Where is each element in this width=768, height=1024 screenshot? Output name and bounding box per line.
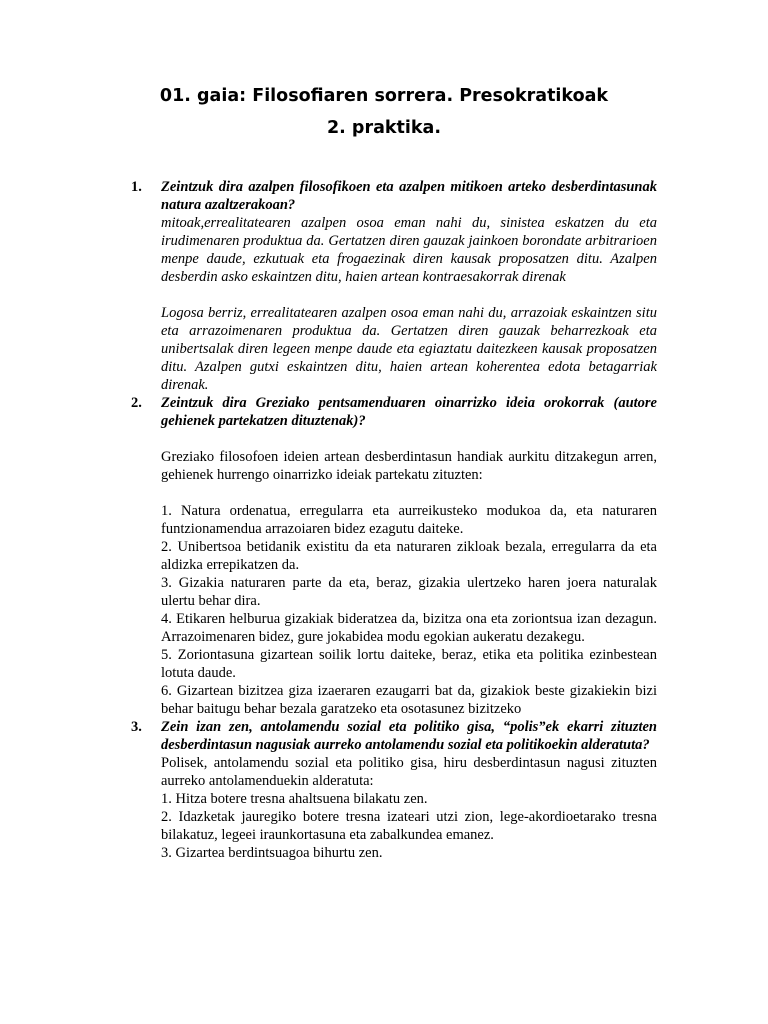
question-item-1 xyxy=(0,178,657,394)
document-title: 01. gaia: Filosofiaren sorrera. Presokratikoak xyxy=(159,86,609,106)
answer-intro: Polisek, antolamendu sozial eta politiko gisa, hiru desberdintasun nagusi zituzten aurreko antolamenduekin alderatuta: xyxy=(161,755,657,789)
question-text: Zeintzuk dira Greziako pentsamenduaren oinarrizko ideia orokorrak (autore gehienek partekatzen dituztenak)? xyxy=(161,395,657,429)
answer-point: 2. Unibertsoa betidanik existitu da eta naturaren zikloak bezala, erregularra da eta aldizka errepikatzen da. xyxy=(161,539,657,573)
question-text: Zein izan zen, antolamendu sozial eta politiko gisa, “polis”ek ekarri zituzten desberdintasun nagusiak aurreko antolamendu sozial eta politikoekin alderatuta? xyxy=(161,719,657,753)
answer-intro: Greziako filosofoen ideien artean desberdintasun handiak aurkitu ditzakegun arren, gehienek hurrengo oinarrizko ideiak partekatu zituzten: xyxy=(161,449,657,483)
answer-point: 5. Zoriontasuna gizartean soilik lortu daiteke, beraz, etika eta politika ezinbestean lotuta daude. xyxy=(161,647,657,681)
answer-paragraph: mitoak,errealitatearen azalpen osoa eman nahi du, sinistea eskatzen du eta irudimenaren produktua da. Gertatzen diren gauzak jainkoen borondate arbitrarioen menpe daude, ezkutuak eta frogaezinak diren kausak proposatzen ditu. Azalpen desberdin asko eskaintzen ditu, haien artean kontraesakorrak direnak xyxy=(161,215,657,285)
answer-point: 1. Hitza botere tresna ahaltsuena bilakatu zen. xyxy=(161,791,428,807)
answer-point: 3. Gizartea berdintsuagoa bihurtu zen. xyxy=(161,845,383,861)
question-number: 1. xyxy=(131,179,142,195)
answer-point: 3. Gizakia naturaren parte da eta, beraz, gizakia ulertzeko haren joera naturalak ulertu behar dira. xyxy=(161,575,657,609)
question-text: Zeintzuk dira azalpen filosofikoen eta azalpen mitikoen arteko desberdintasunak natura azaltzerakoan? xyxy=(161,179,657,213)
question-number: 3. xyxy=(131,719,142,735)
question-list xyxy=(0,178,768,862)
answer-point: 1. Natura ordenatua, erregularra eta aurreikusteko modukoa da, eta naturaren funtzionamendua arrazoiaren bidez ezagutu daiteke. xyxy=(161,503,657,537)
answer-paragraph: Logosa berriz, errealitatearen azalpen osoa eman nahi du, arrazoiak eskaintzen situ eta arrazoimenaren produktua da. Gertatzen diren gauzak beharrezkoak eta unibertsalak diren legeen menpe daude eta egiaztatu daitezkeen kausak proposatzen ditu. Azalpen gutxi eskaintzen ditu, haien artean koherentea edota betagarriak direnak. xyxy=(161,305,657,393)
document-subtitle: 2. praktika. xyxy=(327,118,441,138)
question-number: 2. xyxy=(131,395,142,411)
answer-point: 4. Etikaren helburua gizakiak bideratzea da, bizitza ona eta zoriontsua izan dezagun. Arrazoimenaren bidez, gure jokabidea modu egokian aukeratu dezakegu. xyxy=(161,611,657,645)
question-item-3 xyxy=(0,718,657,862)
answer-point: 2. Idazketak jauregiko botere tresna izateari utzi zion, lege-akordioetarako tresna bilakatuz, legeei iraunkortasuna eta zabalkundea emanez. xyxy=(161,809,657,843)
answer-point: 6. Gizartean bizitzea giza izaeraren ezaugarri bat da, gizakiok beste gizakiekin bizi behar baitugu behar bezala garatzeko eta osotasunez bizitzeko xyxy=(161,683,657,717)
question-item-2 xyxy=(0,394,657,718)
